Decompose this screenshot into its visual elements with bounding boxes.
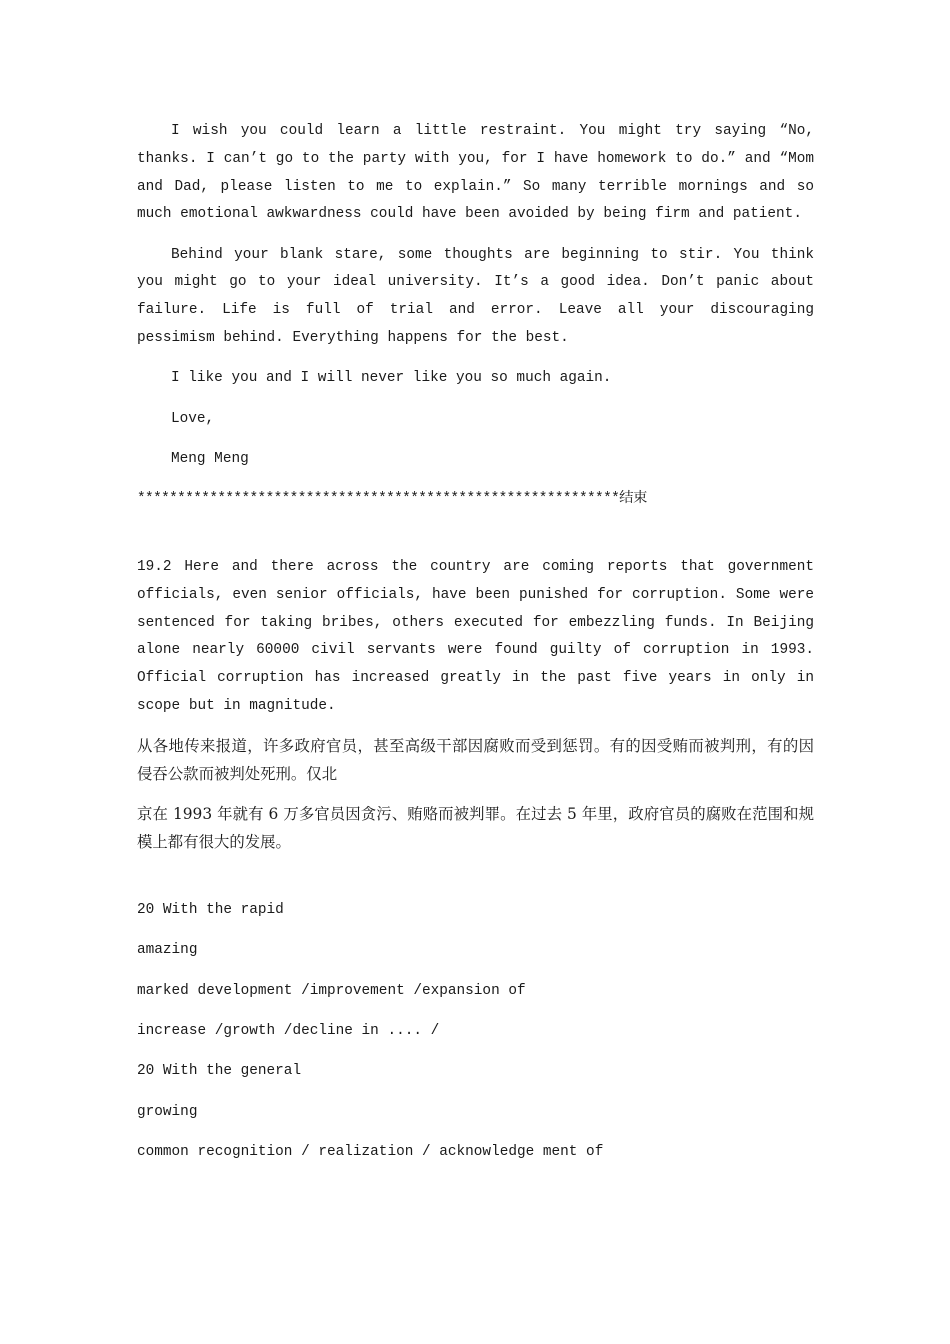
section-20-line: 20 With the general [137, 1063, 302, 1080]
section-19-2-english: 19.2 Here and there across the country are coming reports that government officials, even senior officials, have been punished for corruption. Some were sentenced for taking bribes, others executed for embezzling funds. In Beijing alone nearly 60000 civil servants were found guilty of corruption in 1993. Official corruption has increased greatly in the past five years in only in scope but in magnitude. [137, 559, 814, 715]
section-19-2-chinese-1: 从各地传来报道，许多政府官员，甚至高级干部因腐败而受到惩罚。有的因受贿而被判刑，有的因侵吞公款而被判处死刑。仅北 [137, 737, 814, 784]
section-20-line: common recognition / realization / acknowledge ment of [137, 1143, 604, 1160]
section-20-line: 20 With the rapid [137, 902, 284, 919]
document-page [137, 118, 814, 1179]
section-20-line: marked development /improvement /expansion of [137, 982, 526, 999]
section-20-line: increase /growth /decline in .... / [137, 1022, 440, 1039]
letter-signature: Meng Meng [171, 450, 249, 467]
letter-paragraph-1: I wish you could learn a little restraint. You might try saying “No, thanks. I can’t go to the party with you, for I have homework to do.” and “Mom and Dad, please listen to me to explain.” So many terrible mornings and so much emotional awkwardness could have been avoided by being firm and patient. [137, 123, 814, 223]
letter-paragraph-3: I like you and I will never like you so much again. [171, 370, 612, 387]
end-marker: ************************************************************结束 [137, 491, 647, 508]
letter-closing: Love, [171, 410, 215, 427]
section-20-line: growing [137, 1103, 198, 1120]
letter-paragraph-2: Behind your blank stare, some thoughts are beginning to stir. You think you might go to your ideal university. It’s a good idea. Don’t panic about failure. Life is full of trial and error. Leave all your discouraging pessimism behind. Everything happens for the best. [137, 246, 814, 347]
section-20-line: amazing [137, 942, 198, 959]
section-19-2-chinese-2: 京在 1993 年就有 6 万多官员因贪污、贿赂而被判罪。在过去 5 年里，政府官员的腐败在范围和规模上都有很大的发展。 [137, 805, 814, 852]
